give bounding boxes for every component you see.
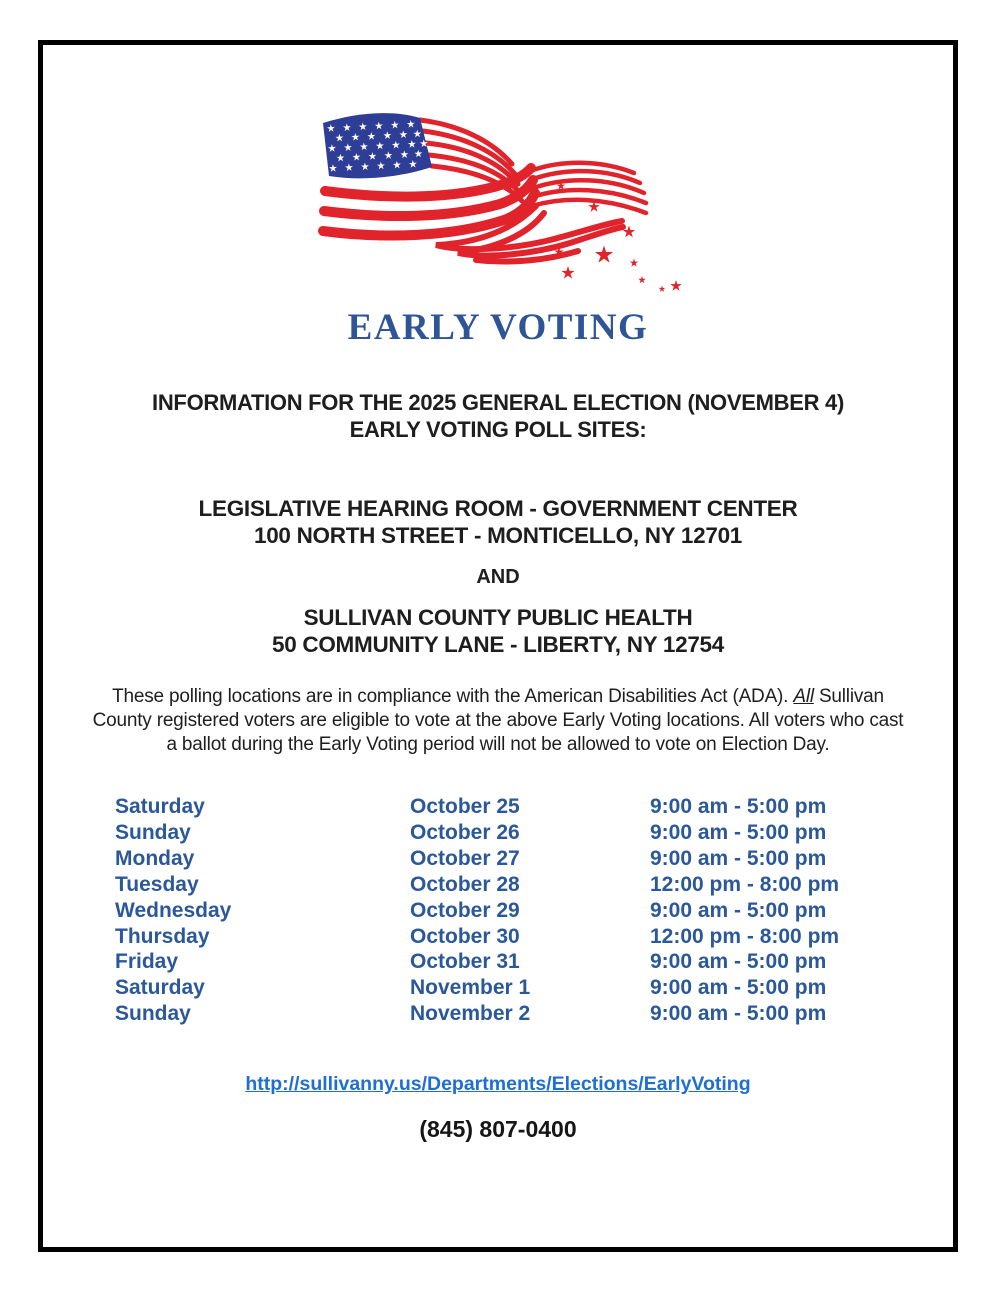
- schedule-hours: 9:00 am - 5:00 pm: [650, 1002, 827, 1026]
- ada-notice-paragraph: [87, 685, 909, 757]
- schedule-date: October 29: [410, 898, 520, 922]
- schedule-hours: 9:00 am - 5:00 pm: [650, 976, 827, 1000]
- schedule-date: November 1: [410, 976, 531, 1000]
- schedule-hours: 12:00 pm - 8:00 pm: [650, 872, 840, 896]
- page-border-frame: [38, 40, 958, 1252]
- elections-website-link[interactable]: http://sullivanny.us/Departments/Elections/EarlyVoting: [245, 1073, 751, 1096]
- info-heading-line1: INFORMATION FOR THE 2025 GENERAL ELECTION (NOVEMBER 4): [152, 390, 844, 415]
- poll-site-2-address: 50 COMMUNITY LANE - LIBERTY, NY 12754: [272, 632, 724, 657]
- schedule-day: Friday: [115, 950, 179, 974]
- schedule-day: Tuesday: [115, 872, 199, 896]
- notice-text-part1: These polling locations are in compliance with the American Disabilities Act (ADA).: [112, 686, 794, 707]
- schedule-row: [115, 820, 953, 846]
- schedule-day: Monday: [115, 846, 195, 870]
- schedule-date: October 30: [410, 924, 520, 948]
- schedule-row: [115, 1001, 953, 1027]
- schedule-row: [115, 949, 953, 975]
- schedule-day: Saturday: [115, 976, 205, 1000]
- schedule-row: [115, 975, 953, 1001]
- schedule-date: October 28: [410, 872, 520, 896]
- phone-number: (845) 807-0400: [419, 1116, 577, 1143]
- poll-site-2: [43, 604, 953, 658]
- early-voting-schedule: [115, 794, 953, 1027]
- schedule-date: October 27: [410, 846, 520, 870]
- schedule-day: Sunday: [115, 820, 191, 844]
- schedule-hours: 9:00 am - 5:00 pm: [650, 820, 827, 844]
- schedule-hours: 9:00 am - 5:00 pm: [650, 795, 827, 818]
- schedule-hours: 12:00 pm - 8:00 pm: [650, 924, 840, 948]
- schedule-day: Sunday: [115, 1002, 191, 1026]
- notice-text-part2: Sullivan County registered voters are eligible to vote at the above Early Voting locations. All voters who cast a ballot during the Early Voting period will not be allowed to vote on Election Day.: [92, 686, 904, 755]
- schedule-date: November 2: [410, 1002, 531, 1026]
- elections-link-row: [43, 1074, 953, 1094]
- schedule-day: Thursday: [115, 924, 210, 948]
- poll-site-1-name: LEGISLATIVE HEARING ROOM - GOVERNMENT CENTER: [198, 496, 798, 521]
- schedule-hours: 9:00 am - 5:00 pm: [650, 846, 827, 870]
- notice-emphasis-all: All: [793, 686, 814, 707]
- info-heading-line2: EARLY VOTING POLL SITES:: [349, 417, 647, 442]
- schedule-hours: 9:00 am - 5:00 pm: [650, 950, 827, 974]
- info-heading: [43, 389, 953, 443]
- schedule-day: Saturday: [115, 795, 205, 818]
- schedule-hours: 9:00 am - 5:00 pm: [650, 898, 827, 922]
- schedule-row: [115, 924, 953, 950]
- schedule-day: Wednesday: [115, 898, 232, 922]
- page-title: EARLY VOTING: [347, 307, 649, 348]
- schedule-row: [115, 846, 953, 872]
- poll-site-2-name: SULLIVAN COUNTY PUBLIC HEALTH: [303, 605, 693, 630]
- schedule-row: [115, 872, 953, 898]
- schedule-row: [115, 898, 953, 924]
- schedule-date: October 26: [410, 820, 520, 844]
- schedule-date: October 25: [410, 795, 520, 818]
- locations-joiner: AND: [476, 566, 520, 588]
- american-flag-icon: [316, 110, 696, 305]
- poll-site-1-address: 100 NORTH STREET - MONTICELLO, NY 12701: [254, 523, 742, 548]
- poll-site-1: [43, 495, 953, 549]
- schedule-row: [115, 794, 953, 820]
- schedule-date: October 31: [410, 950, 520, 974]
